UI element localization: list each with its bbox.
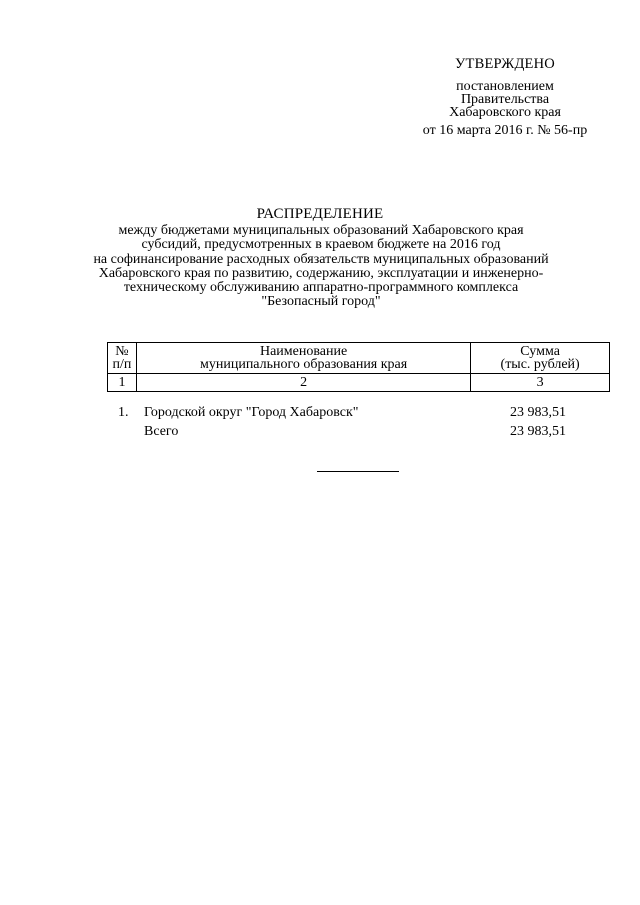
column-number-cell: 3	[471, 374, 610, 392]
table-column-numbers-row	[108, 374, 610, 392]
header-cell-name	[136, 343, 470, 374]
approval-line-2: Правительства	[460, 92, 550, 107]
subtitle-line: между бюджетами муниципальных образований Хабаровского края	[118, 223, 524, 238]
subtitle-line: "Безопасный город"	[261, 294, 381, 310]
header-number-line-2: п/п	[112, 357, 132, 372]
header-number-line-1: №	[115, 344, 129, 359]
row-sum: 23 983,51	[510, 424, 566, 439]
header-name-line-2: муниципального образования края	[199, 357, 408, 372]
subtitle-line: на софинансирование расходных обязательств муниципальных образований	[93, 251, 549, 267]
subtitle-line: Хабаровского края по развитию, содержанию, эксплуатации и инженерно-	[98, 265, 544, 281]
subtitle-line: субсидий, предусмотренных в краевом бюджете на 2016 год	[141, 237, 501, 253]
row-name: Городской округ "Город Хабаровск"	[144, 405, 359, 420]
table-header-row	[108, 343, 610, 374]
document-title: РАСПРЕДЕЛЕНИЕ	[256, 206, 384, 222]
document-subtitle	[80, 224, 562, 310]
header-cell-number	[108, 343, 137, 374]
row-number: 1.	[118, 405, 129, 420]
column-number-cell: 2	[136, 374, 470, 392]
closing-divider	[317, 471, 399, 472]
approval-date-number: от 16 марта 2016 г. № 56-пр	[422, 123, 588, 138]
table-row-total	[107, 424, 610, 442]
header-cell-sum	[471, 343, 610, 374]
column-number-cell: 1	[108, 374, 137, 392]
row-name: Всего	[144, 424, 179, 439]
row-sum: 23 983,51	[510, 405, 566, 420]
subtitle-line: техническому обслуживанию аппаратно-программного комплекса	[123, 280, 519, 296]
distribution-table-header	[107, 342, 610, 392]
approval-heading: УТВЕРЖДЕНО	[455, 56, 555, 72]
header-name-line-1: Наименование	[259, 344, 348, 359]
table-row	[107, 405, 610, 423]
header-sum-line-2: (тыс. рублей)	[500, 357, 580, 372]
approval-line-1: постановлением	[456, 79, 554, 94]
header-sum-line-1: Сумма	[520, 344, 560, 359]
approval-line-3: Хабаровского края	[449, 105, 561, 120]
